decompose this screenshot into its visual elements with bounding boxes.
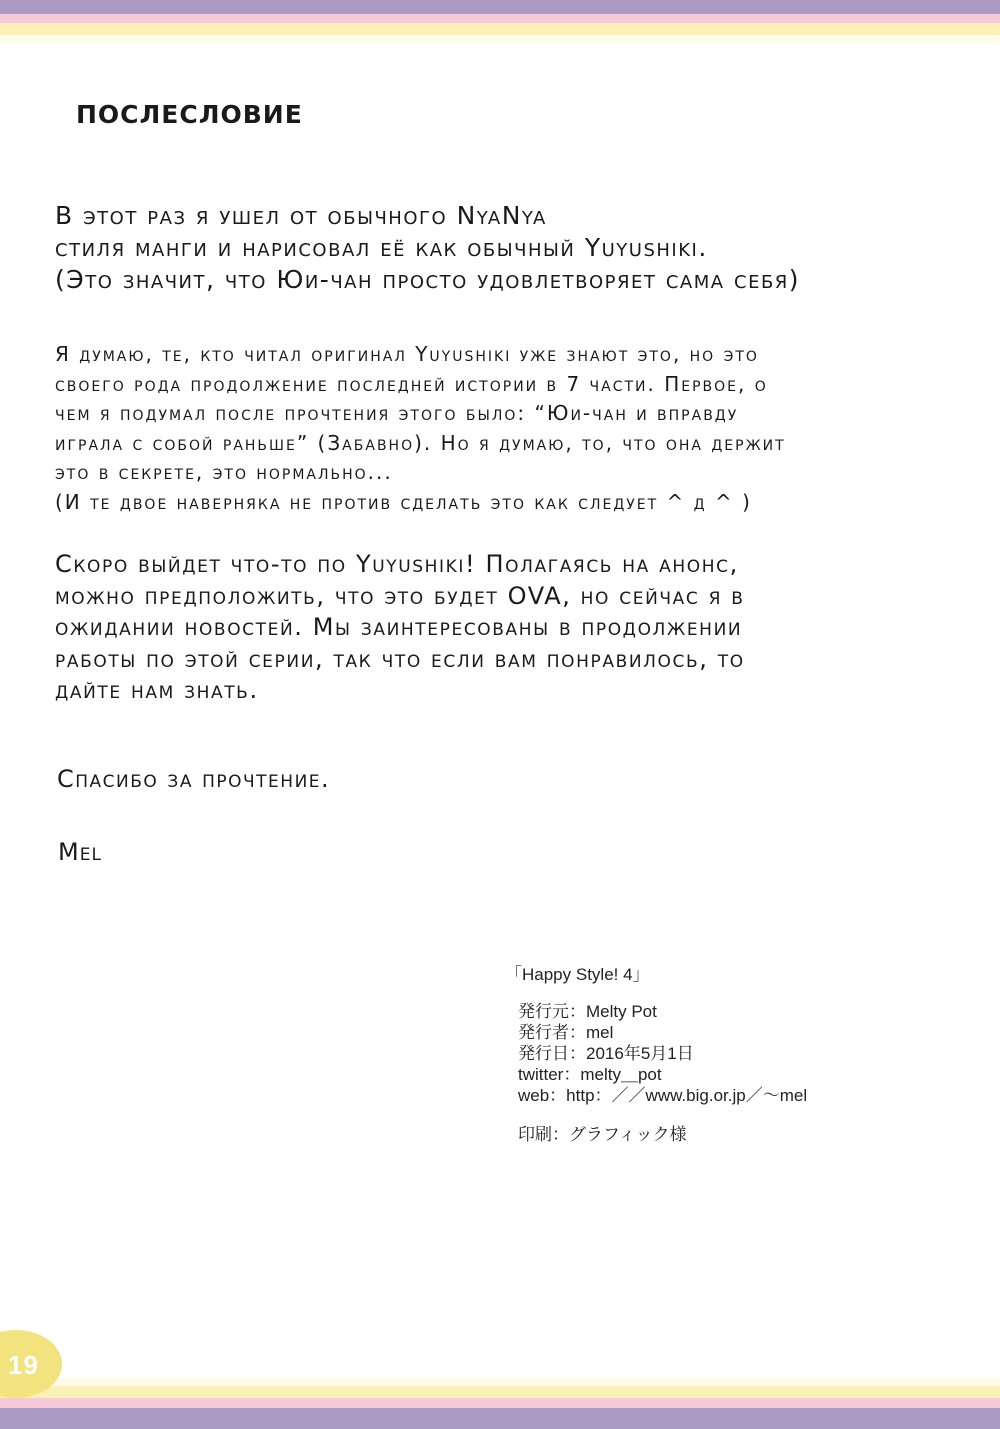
author-signature: Mel bbox=[58, 838, 102, 866]
top-yellow-stripe bbox=[0, 23, 1000, 35]
bottom-yellow-stripe bbox=[0, 1386, 1000, 1398]
text-line: Скоро выйдет что-то по Yuyushiki! Полагаясь на анонс, bbox=[55, 550, 739, 578]
text-line: ожидании новостей. Мы заинтересованы в продолжении bbox=[55, 613, 743, 641]
text-line: стиля манги и нарисовал её как обычный Yuyushiki. bbox=[55, 233, 708, 262]
text-line: это в секрете, это нормально... bbox=[55, 460, 393, 484]
top-pink-stripe bbox=[0, 14, 1000, 23]
colophon-date: 発行日：2016年5月1日 bbox=[518, 1044, 694, 1063]
text-line: (И те двое наверняка не против сделать это как следует ^ д ^ ) bbox=[55, 489, 752, 514]
colophon-printer: 印刷：グラフィック様 bbox=[518, 1125, 687, 1144]
text-line: можно предположить, что это будет OVA, но сейчас я в bbox=[55, 581, 745, 610]
paragraph-1 bbox=[55, 200, 985, 296]
bottom-pink-stripe bbox=[0, 1398, 1000, 1408]
bottom-purple-stripe bbox=[0, 1408, 1000, 1429]
thanks-line: Спасибо за прочтение. bbox=[57, 765, 331, 793]
colophon-title: 「Happy Style! 4」 bbox=[505, 965, 650, 984]
text-line: играла с собой раньше” (Забавно). Но я думаю, то, что она держит bbox=[55, 430, 786, 455]
page-number: 19 bbox=[8, 1350, 39, 1380]
text-line: чем я подумал после прочтения этого было: “Юи-чан и вправду bbox=[55, 401, 739, 425]
text-line: Я думаю, те, кто читал оригинал Yuyushiki уже знают это, но это bbox=[55, 342, 759, 366]
text-line: работы по этой серии, так что если вам понравилось, то bbox=[55, 644, 745, 673]
top-purple-stripe bbox=[0, 0, 1000, 14]
colophon-web: web：http：／／www.big.or.jp／～mel bbox=[518, 1086, 808, 1105]
text-line: своего рода продолжение последней истории в 7 части. Первое, о bbox=[55, 371, 768, 396]
colophon-publisher: 発行元：Melty Pot bbox=[518, 1002, 657, 1021]
colophon bbox=[505, 960, 807, 1145]
paragraph-3 bbox=[55, 549, 985, 707]
colophon-author: 発行者：mel bbox=[518, 1023, 614, 1042]
paragraph-2 bbox=[55, 340, 985, 517]
text-line: дайте нам знать. bbox=[55, 676, 259, 704]
colophon-twitter: twitter：melty＿pot bbox=[518, 1065, 662, 1084]
text-line: В этот раз я ушел от обычного NyaNya bbox=[55, 201, 547, 230]
top-cream-stripe bbox=[0, 35, 1000, 43]
page-title: послесловие bbox=[76, 92, 303, 132]
text-line: (Это значит, что Юи-чан просто удовлетворяет сама себя) bbox=[55, 265, 801, 294]
bottom-cream-stripe bbox=[0, 1378, 1000, 1386]
